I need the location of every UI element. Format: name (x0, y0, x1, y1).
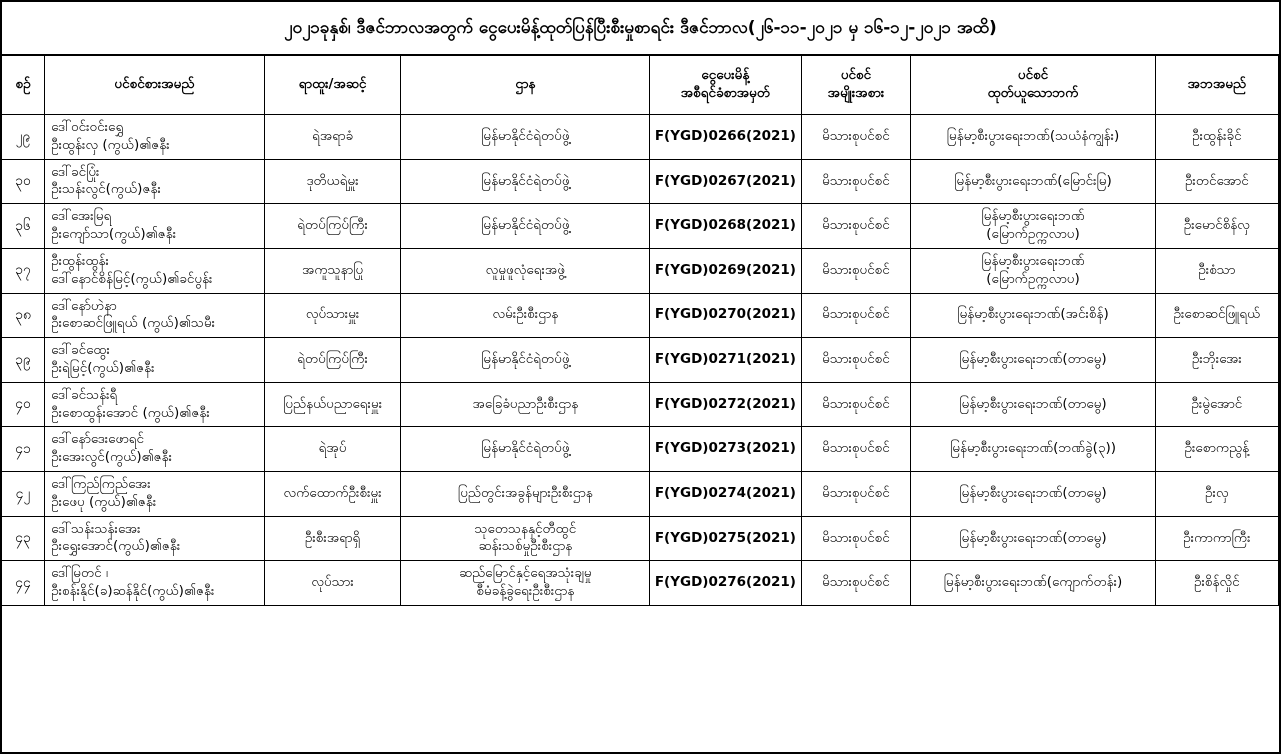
pension-type-line2: အမျိုးအစား (827, 85, 885, 101)
bank-name-line1: မြန်မာ့စီးပွားရေးဘဏ်(ဘဏ်ခွဲ(၃)) (950, 440, 1116, 457)
cell-pensioner-name (45, 204, 265, 249)
table-row (2, 472, 1279, 517)
cell-pension-type: မိသားစုပင်စင် (801, 382, 911, 427)
pension-type-line1: ပင်စင် (840, 67, 872, 84)
cell-father-name: ဦးစံသာ (1155, 248, 1278, 293)
column-header-rank: ရာထူး/အဆင့် (264, 56, 401, 115)
bank-name-line2: (မြောက်ဥက္ကလာပ) (986, 226, 1080, 243)
cell-department: မြန်မာနိုင်ငံရဲတပ်ဖွဲ့ (401, 115, 650, 160)
cell-pensioner-name (45, 382, 265, 427)
cell-rank: လက်ထောက်ဦးစီးမှူး (264, 472, 401, 517)
table-body (2, 115, 1279, 606)
bank-name-line1: မြန်မာ့စီးပွားရေးဘဏ်(တာမွေ) (959, 351, 1107, 368)
cell-department: မြန်မာနိုင်ငံရဲတပ်ဖွဲ့ (401, 204, 650, 249)
cell-report-number: F(YGD)0266(2021) (650, 115, 801, 160)
name-line1: ဒေါ်သန်းသန်းအေး (51, 520, 141, 537)
bank-name-line1: မြန်မာ့စီးပွားရေးဘဏ်(မြောင်းမြ) (954, 172, 1112, 189)
cell-pension-type: မိသားစုပင်စင် (801, 293, 911, 338)
table-row (2, 338, 1279, 383)
name-line1: ဒေါ်ကြည်ကြည်အေး (51, 476, 151, 492)
cell-rank: လုပ်သားမှူး (264, 293, 401, 338)
cell-department: မြန်မာနိုင်ငံရဲတပ်ဖွဲ့ (401, 159, 650, 204)
cell-rank: ဦးစီးအရာရှိ (264, 516, 401, 561)
cell-no: ၃၉ (2, 338, 45, 383)
dept-line2: စီမံခန့်ခွဲရေးဦးစီးဌာန (476, 583, 575, 600)
cell-department (401, 561, 650, 606)
cell-rank: ရဲတပ်ကြပ်ကြီး (264, 338, 401, 383)
cell-rank: ပြည်နယ်ပညာရေးမှူး (264, 382, 401, 427)
table-row (2, 248, 1279, 293)
cell-father-name: ဦးမောင်စိန်လှ (1155, 204, 1278, 249)
cell-report-number: F(YGD)0270(2021) (650, 293, 801, 338)
name-line1: ဒေါ်ခင်ထွေး (51, 342, 110, 359)
cell-father-name: ဦးစောကညွန့် (1155, 427, 1278, 472)
cell-report-number: F(YGD)0272(2021) (650, 382, 801, 427)
name-line2: ဦးစန်းနိုင်(ခ)ဆန်နိုင်(ကွယ်)၏ဇနီး (51, 583, 215, 600)
cell-pensioner-name (45, 472, 265, 517)
cell-bank (911, 472, 1155, 517)
cell-bank (911, 338, 1155, 383)
cell-bank (911, 293, 1155, 338)
cell-father-name: ဦးတင်အောင် (1155, 159, 1278, 204)
cell-bank (911, 115, 1155, 160)
cell-report-number: F(YGD)0274(2021) (650, 472, 801, 517)
cell-rank: ရဲတပ်ကြပ်ကြီး (264, 204, 401, 249)
column-header-pension-type (801, 56, 911, 115)
bank-name-line2: (မြောက်ဥက္ကလာပ) (986, 270, 1080, 287)
cell-rank: ဒုတိယရဲမှူး (264, 159, 401, 204)
table-row (2, 382, 1279, 427)
cell-pensioner-name (45, 427, 265, 472)
cell-rank: လုပ်သား (264, 561, 401, 606)
cell-pensioner-name (45, 516, 265, 561)
name-line2: ဦးဖေပု (ကွယ်)၏ဇနီး (51, 493, 157, 510)
cell-father-name: ဦးမွဲအောင် (1155, 382, 1278, 427)
document-title-bar (2, 2, 1279, 56)
table-row (2, 159, 1279, 204)
bank-name-line1: မြန်မာ့စီးပွားရေးဘဏ် (981, 252, 1085, 269)
cell-report-number: F(YGD)0276(2021) (650, 561, 801, 606)
bank-name-line1: မြန်မာ့စီးပွားရေးဘဏ် (981, 208, 1085, 225)
cell-no: ၄၂ (2, 472, 45, 517)
cell-rank: ရဲအုပ် (264, 427, 401, 472)
cell-pension-type: မိသားစုပင်စင် (801, 516, 911, 561)
name-line2: ဦးစောဆင်ဖြူရယ် (ကွယ်)၏သမီး (51, 315, 216, 332)
bank-line1: ပင်စင် (1017, 67, 1049, 84)
cell-pension-type: မိသားစုပင်စင် (801, 472, 911, 517)
cell-pensioner-name (45, 561, 265, 606)
cell-no: ၃၇ (2, 248, 45, 293)
cell-no: ၄၃ (2, 516, 45, 561)
cell-father-name: ဦးလှ (1155, 472, 1278, 517)
column-header-report-number (650, 56, 801, 115)
bank-name-line1: မြန်မာ့စီးပွားရေးဘဏ်(တာမွေ) (959, 529, 1107, 546)
name-line2: ဦးထွန်းလှ (ကွယ်)၏ဇနီး (51, 136, 170, 153)
cell-bank (911, 516, 1155, 561)
cell-no: ၃၈ (2, 293, 45, 338)
cell-no: ၄၄ (2, 561, 45, 606)
cell-rank: အကူသူနာပြု (264, 248, 401, 293)
dept-line1: ဆည်မြောင်နှင့်ရေအသုံးချမှု (459, 565, 592, 582)
page-title: ၂၀၂၁ခုနှစ်၊ ဒီဇင်ဘာလအတွက် ငွေပေးမိန့်ထုတ်ပြန်ပြီးစီးမှုစာရင်း ဒီဇင်ဘာလ(၂၆-၁၁-၂၀၂၁ မှ ၁၆-၁၂-၂၀၂၁ အထိ) (284, 17, 997, 38)
bank-name-line1: မြန်မာ့စီးပွားရေးဘဏ်(သယံနံကျွန်း) (946, 127, 1120, 144)
column-header-bank (911, 56, 1155, 115)
cell-father-name: ဦးစောဆင်ဖြူရယ် (1155, 293, 1278, 338)
name-line1: ဒေါ်ဝင်းဝင်းရွှေ (51, 119, 124, 135)
cell-father-name: ဦးစိန်လှိုင် (1155, 561, 1278, 606)
cell-department: မြန်မာနိုင်ငံရဲတပ်ဖွဲ့ (401, 427, 650, 472)
report-number-line2: အစီရင်ခံစာအမှတ် (680, 85, 770, 101)
cell-pensioner-name (45, 293, 265, 338)
name-line2: ဦးအေးလွင်(ကွယ်)၏ဇနီး (51, 449, 173, 466)
table-row (2, 427, 1279, 472)
name-line1: ဒေါ်နော်ဒေးဖောရင် (51, 431, 144, 448)
bank-name-line1: မြန်မာ့စီးပွားရေးဘဏ်(တာမွေ) (959, 395, 1107, 412)
name-line1: ဒေါ်မြတင် ၊ (51, 565, 109, 582)
bank-name-line1: မြန်မာ့စီးပွားရေးဘဏ်(တာမွေ) (959, 484, 1107, 501)
table-container (2, 56, 1279, 752)
cell-bank (911, 159, 1155, 204)
name-line1: ဦးထွန်းထွန်း (51, 252, 109, 269)
cell-bank (911, 427, 1155, 472)
name-line2: ဦးကျော်သာ(ကွယ်)၏ဇနီး (51, 226, 177, 243)
column-header-pensioner-name: ပင်စင်စားအမည် (45, 56, 265, 115)
column-header-department: ဌာန (401, 56, 650, 115)
name-line2: ဦးသန်းလွင်(ကွယ်)ဇနီး (51, 181, 161, 198)
column-header-no: စဉ် (2, 56, 45, 115)
cell-department: လူမှုဖူလုံရေးအဖွဲ့ (401, 248, 650, 293)
cell-report-number: F(YGD)0275(2021) (650, 516, 801, 561)
cell-rank: ရဲအရာခံ (264, 115, 401, 160)
cell-bank (911, 204, 1155, 249)
cell-report-number: F(YGD)0269(2021) (650, 248, 801, 293)
cell-pension-type: မိသားစုပင်စင် (801, 159, 911, 204)
cell-pension-type: မိသားစုပင်စင် (801, 338, 911, 383)
cell-father-name: ဦးထွန်းခိုင် (1155, 115, 1278, 160)
cell-department: ပြည်တွင်းအခွန်များဦးစီးဌာန (401, 472, 650, 517)
cell-department: မြန်မာနိုင်ငံရဲတပ်ဖွဲ့ (401, 338, 650, 383)
bank-name-line1: မြန်မာ့စီးပွားရေးဘဏ်(ကျောက်တန်း) (943, 574, 1123, 591)
bank-line2: ထုတ်ယူသောဘက် (987, 85, 1079, 101)
cell-pension-type: မိသားစုပင်စင် (801, 248, 911, 293)
name-line1: ဒေါ်အေးမြရ (51, 208, 112, 225)
table-header-row (2, 56, 1279, 115)
cell-department (401, 516, 650, 561)
cell-report-number: F(YGD)0268(2021) (650, 204, 801, 249)
bank-name-line1: မြန်မာ့စီးပွားရေးဘဏ်(အင်းစိန်) (957, 306, 1109, 323)
cell-pensioner-name (45, 338, 265, 383)
cell-bank (911, 561, 1155, 606)
column-header-father-name: အဘအမည် (1155, 56, 1278, 115)
cell-pension-type: မိသားစုပင်စင် (801, 561, 911, 606)
cell-pensioner-name (45, 248, 265, 293)
table-row (2, 293, 1279, 338)
pension-table (2, 56, 1279, 606)
name-line1: ဒေါ်ခင်သန်းရီ (51, 386, 118, 403)
cell-no: ၃၀ (2, 159, 45, 204)
cell-department: လမ်းဦးစီးဌာန (401, 293, 650, 338)
name-line1: ဒေါ်ခင်ပြုံး (51, 163, 100, 180)
name-line2: ဦးရဲမြင့်(ကွယ်)၏ဇနီး (51, 359, 155, 376)
cell-pension-type: မိသားစုပင်စင် (801, 427, 911, 472)
table-row (2, 561, 1279, 606)
cell-report-number: F(YGD)0273(2021) (650, 427, 801, 472)
cell-report-number: F(YGD)0267(2021) (650, 159, 801, 204)
cell-pension-type: မိသားစုပင်စင် (801, 115, 911, 160)
cell-pensioner-name (45, 159, 265, 204)
cell-bank (911, 382, 1155, 427)
table-row (2, 115, 1279, 160)
cell-pension-type: မိသားစုပင်စင် (801, 204, 911, 249)
cell-pensioner-name (45, 115, 265, 160)
cell-no: ၄၀ (2, 382, 45, 427)
name-line2: ဒေါ်နောင်စိန်မြင့်(ကွယ်)၏ခင်ပွန်း (51, 270, 213, 287)
table-row (2, 204, 1279, 249)
report-number-line1: ငွေပေးမိန့် (701, 67, 750, 84)
cell-no: ၄၁ (2, 427, 45, 472)
dept-line2: ဆန်းသစ်မှုဦးစီးဌာန (478, 538, 573, 555)
name-line2: ဦးစောထွန်းအောင် (ကွယ်)၏ဇနီး (51, 404, 210, 421)
table-row (2, 516, 1279, 561)
dept-line1: သုတေသနနှင့်တီထွင် (474, 520, 577, 537)
name-line1: ဒေါ်နော်ဟဲနာ (51, 297, 117, 314)
cell-report-number: F(YGD)0271(2021) (650, 338, 801, 383)
cell-father-name: ဦးကာကာကြီး (1155, 516, 1278, 561)
cell-bank (911, 248, 1155, 293)
cell-no: ၃၆ (2, 204, 45, 249)
cell-department: အခြေခံပညာဦးစီးဌာန (401, 382, 650, 427)
name-line2: ဦးရွှေးအောင်(ကွယ်)၏ဇနီး (51, 538, 181, 555)
cell-father-name: ဦးဘိုးအေး (1155, 338, 1278, 383)
cell-no: ၂၉ (2, 115, 45, 160)
